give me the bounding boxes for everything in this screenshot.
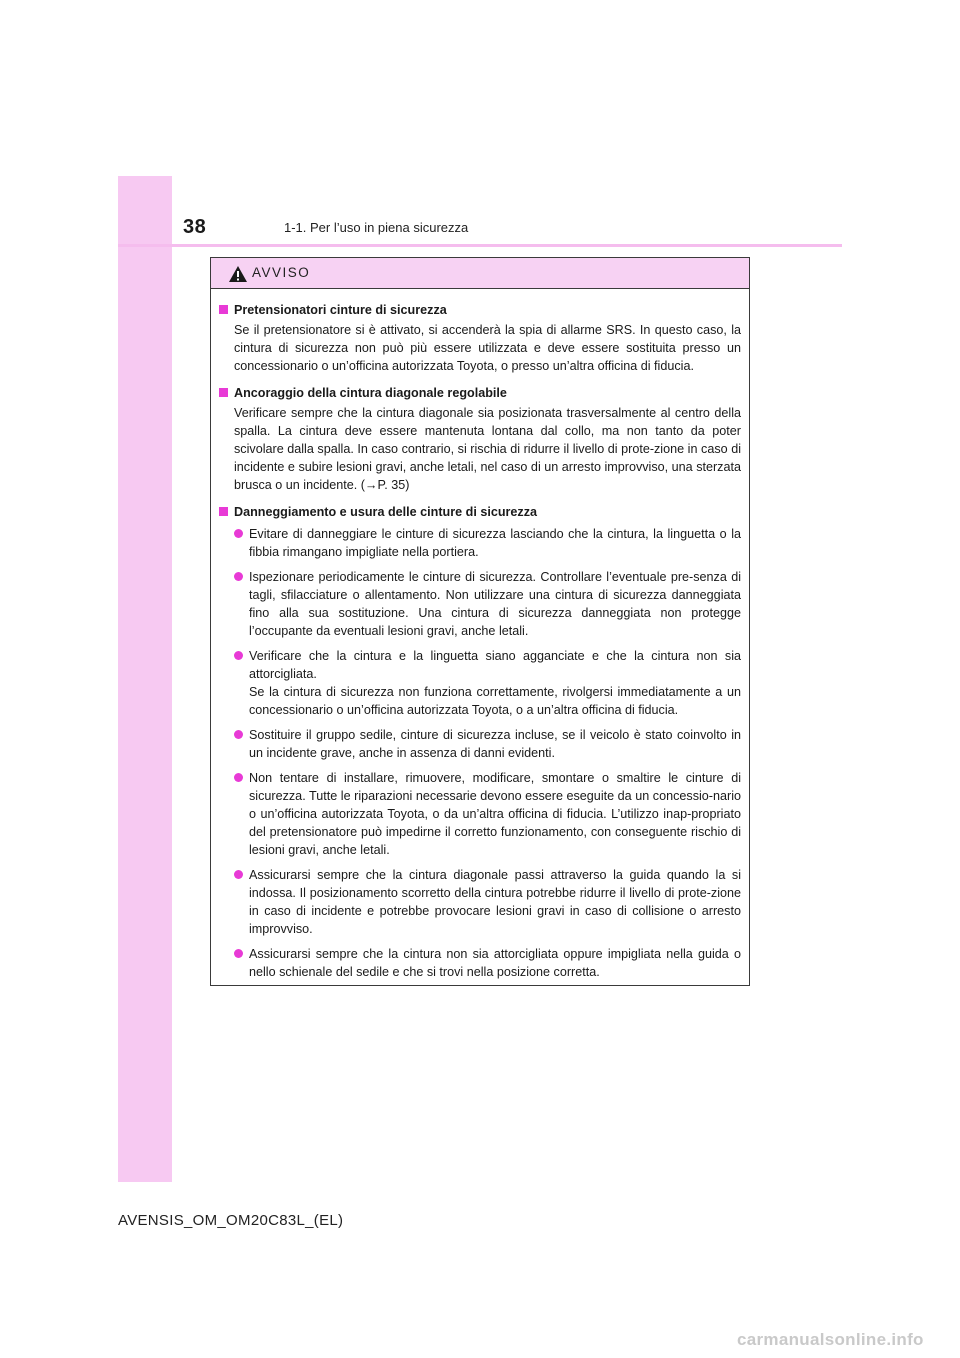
warning-header [211,258,749,289]
document-code: AVENSIS_OM_OM20C83L_(EL) [118,1212,344,1229]
square-bullet-icon [219,305,228,314]
warning-item-pretensioners [219,301,741,375]
section-title: 1-1. Per l’uso in piena sicurezza [284,220,469,235]
list-item [234,568,741,640]
item-heading [219,301,741,319]
circle-bullet-icon [234,949,243,958]
warning-item-shoulder-anchor [219,384,741,494]
warning-box [210,257,750,986]
item-title: Ancoraggio della cintura diagonale regolabile [234,386,507,400]
list-item [234,647,741,719]
list-item [234,525,741,561]
bullet-text: Non tentare di installare, rimuovere, modificare, smontare o smaltire le cinture di sicurezza. Tutte le riparazioni necessarie devono essere eseguite da un concessio-nario o un’officina autorizzata Toyota, o da un’altra officina di fiducia. L’utilizzo inap-propriato del pretensionatore può impedirne il corretto funzionamento, con conseguente rischio di lesioni gravi, anche letali. [249,771,741,857]
list-item [234,769,741,859]
item-title: Pretensionatori cinture di sicurezza [234,303,447,317]
bullet-text: Evitare di danneggiare le cinture di sicurezza lasciando che la cintura, la linguetta o la fibbia rimangano impigliate nella portiera. [249,527,741,559]
bullet-text: Assicurarsi sempre che la cintura non sia attorcigliata oppure impigliata nella guida o nello schienale del sedile e che si trovi nella posizione corretta. [249,947,741,979]
list-item [234,945,741,981]
item-paragraph: Verificare sempre che la cintura diagonale sia posizionata trasversalmente al centro della spalla. La cintura deve essere mantenuta lontana dal collo, ma non tanto da poter scivolare dalla spalla. In caso contrario, si rischia di ridurre il livello di prote-zione in caso di incidente e subire lesioni gravi, anche letali, nel caso di un arresto improvviso, una sterzata brusca o un incidente. (→P. 35) [234,406,741,492]
warning-triangle-icon [228,265,248,283]
warning-title: AVVISO [252,265,311,280]
item-title: Danneggiamento e usura delle cinture di sicurezza [234,505,538,519]
item-paragraph: Se il pretensionatore si è attivato, si accenderà la spia di allarme SRS. In questo caso, la cintura di sicurezza non può più essere utilizzata e deve essere sostituita presso un concessionario o un’officina autorizzata Toyota, o presso un’altra officina di fiducia. [234,323,741,373]
circle-bullet-icon [234,651,243,660]
header-divider [118,244,842,247]
watermark: carmanualsonline.info [737,1330,924,1349]
circle-bullet-icon [234,870,243,879]
item-heading [219,384,741,402]
bullet-text: Assicurarsi sempre che la cintura diagonale passi attraverso la guida quando la si indossa. Il posizionamento scorretto della cintura potrebbe ridurre il livello di prote-zione in caso di incidente e potrebbe provocare lesioni gravi in caso di collisione o arresto improvviso. [249,868,741,936]
list-item [234,866,741,938]
bullet-text: Sostituire il gruppo sedile, cinture di sicurezza incluse, se il veicolo è stato coinvolto in un incidente grave, anche in assenza di danni evidenti. [249,728,741,760]
bullet-text: Ispezionare periodicamente le cinture di sicurezza. Controllare l’eventuale pre-senza di tagli, sfilacciature o allentamento. Non utilizzare una cintura di sicurezza danneggiata fino alla sua sostituzione. Una cintura di sicurezza danneggiata non protegge l’occupante da eventuali lesioni gravi, anche letali. [249,570,741,638]
page-header [118,176,842,246]
warning-body [211,289,749,981]
circle-bullet-icon [234,730,243,739]
bullet-text: Verificare che la cintura e la linguetta siano agganciate e che la cintura non sia attorcigliata. Se la cintura di sicurezza non funziona correttamente, rivolgersi immediatamente a un concessionario o un’officina autorizzata Toyota, o a un’altra officina di fiducia. [249,649,741,717]
page-number: 38 [183,216,207,238]
circle-bullet-icon [234,773,243,782]
circle-bullet-icon [234,529,243,538]
circle-bullet-icon [234,572,243,581]
item-heading [219,503,741,521]
square-bullet-icon [219,507,228,516]
list-item [234,726,741,762]
warning-item-damage-wear [219,503,741,981]
square-bullet-icon [219,388,228,397]
margin-color-band [118,176,172,1182]
